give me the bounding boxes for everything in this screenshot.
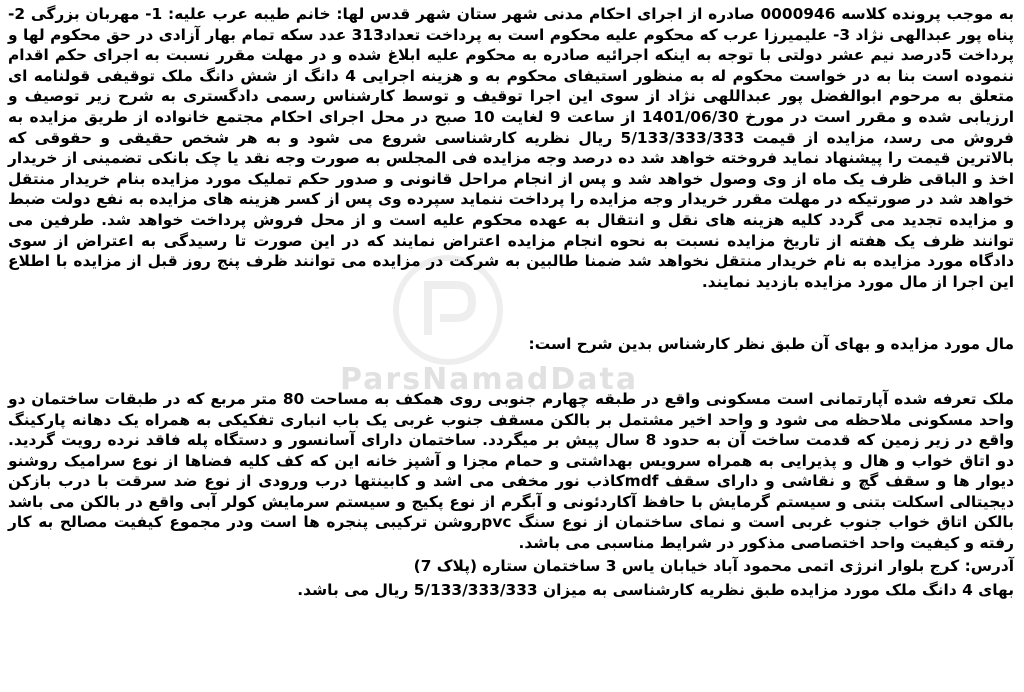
address-line: آدرس: کرج بلوار انرژی اتمی محمود آباد خیابان یاس 3 ساختمان ستاره (پلاک 7) <box>413 556 1014 575</box>
price-line: بهای 4 دانگ ملک مورد مزایده طبق نظریه کارشناسی به میزان 5/133/333/333 ریال می باشد. <box>297 581 1014 600</box>
intro-paragraph: به موجب پرونده کلاسه 0000946 صادره از اجرای احکام مدنی شهر ستان شهر قدس لها: خانم طیبه عرب علیه: 1- مهربان بزرگی 2-پناه پور عبدالهی نژاد 3- علیمیرزا عرب که محکوم علیه محکوم است به پرداخت تعداد313 عدد سکه تمام بهار آزادی در حق محکوم لها و پرداخت 5درصد نیم عشر دولتی با توجه به اینکه اجرائیه صادره به محکوم علیه ابلاغ شده و در مهلت مقرر نسبت به اجرای حکم اقدام ننموده است بنا به در خواست محکوم له به منظور استیفای محکوم به و هزینه اجرایی 4 دانگ از شش دانگ ملک توقیفی قولنامه ای متعلق به مرحوم ابوالفضل پور عبداللهی نژاد از سوی این اجرا توقیف و توسط کارشناس رسمی دادگستری به شرح زیر توصیف و ارزیابی شده و مقرر است در مورخ 1401/06/30 از ساعت 9 لغایت 10 صبح در محل اجرای احکام مجتمع خانواده از طریق مزایده به فروش می رسد، مزایده از قیمت 5/133/333/333 ریال نظریه کارشناسی شروع می شود و به هر شخص حقیقی و حقوقی که بالاترین قیمت را پیشنهاد نماید فروخته خواهد شد ده درصد وجه مزایده فی المجلس به صورت وجه نقد یا چک بانکی تضمینی از خریدار اخذ و الباقی ظرف یک ماه از وی وصول خواهد شد و پس از انجام مراحل قانونی و صدور حکم تملیک مورد مزایده بنام خریدار منتقل خواهد شد در صورتیکه در مهلت مقرر خریدار وجه مزایده را پرداخت ننماید سپرده وی پس از کسر هزینه های مزایده به نفع دولت ضبط و مزایده تجدید می گردد کلیه هزینه های نقل و انتقال به عهده محکوم علیه است و از محل فروش پرداخت خواهد شد. طرفین می توانند ظرف یک هفته از تاریخ مزایده نسبت به نحوه انجام مزایده اعتراض نمایند که در این صورت تا رسیدگی به اعتراض از سوی دادگاه مورد مزایده به نام خریدار منتقل نخواهد شد ضمنا طالبین به شرکت در مزایده می توانند ظرف پنج روز قبل از مزایده با اطلاع این اجرا از مال مورد مزایده بازدید نمایند. <box>8 5 1015 291</box>
auction-notice-document <box>8 4 1014 601</box>
watermark-text: ParsNamadData <box>340 362 639 397</box>
section-heading: مال مورد مزایده و بهای آن طبق نظر کارشناس بدین شرح است: <box>528 335 1014 354</box>
property-description-paragraph: ملک تعرفه شده آپارتمانی است مسکونی واقع در طبقه چهارم جنوبی روی همکف به مساحت 80 متر مربع که در طبقات ساختمان دو واحد مسکونی ملاحظه می شود و واحد اخیر مشتمل بر بالکن مسقف جنوب غربی یک باب انباری تفکیکی به همراه یک دهانه پارکینگ واقع در زیر زمین که قدمت ساخت آن به حدود 8 سال پیش بر میگردد. ساختمان دارای آسانسور و دستگاه پله فاقد نرده رویت گردید. دو اتاق خواب و هال و پذیرایی به همراه سرویس بهداشتی و حمام مجزا و آشپز خانه این که کف کلیه فضاها از نوع سرامیک روشنو دیوار ها و سقف گچ و نقاشی و دارای سقف mdfکاذب نور مخفی می اشد و کابینتها درب ورودی از نوع ضد سرقت با درب بازکن دیجیتالی اسکلت بتنی و سیستم گرمایش با حافظ آکاردئونی و آبگرم از نوع پکیج و سیستم سرمایش کولر آبی واقع در بالکن می باشد بالکن اتاق خواب جنوب غربی است و نمای ساختمان از نوع سنگ pvcروشن ترکیبی پنجره ها است ودر مجموع کیفیت مصالح به کار رفته و کیفیت واحد اختصاصی مذکور در شرایط مناسبی می باشد. <box>8 389 1014 553</box>
